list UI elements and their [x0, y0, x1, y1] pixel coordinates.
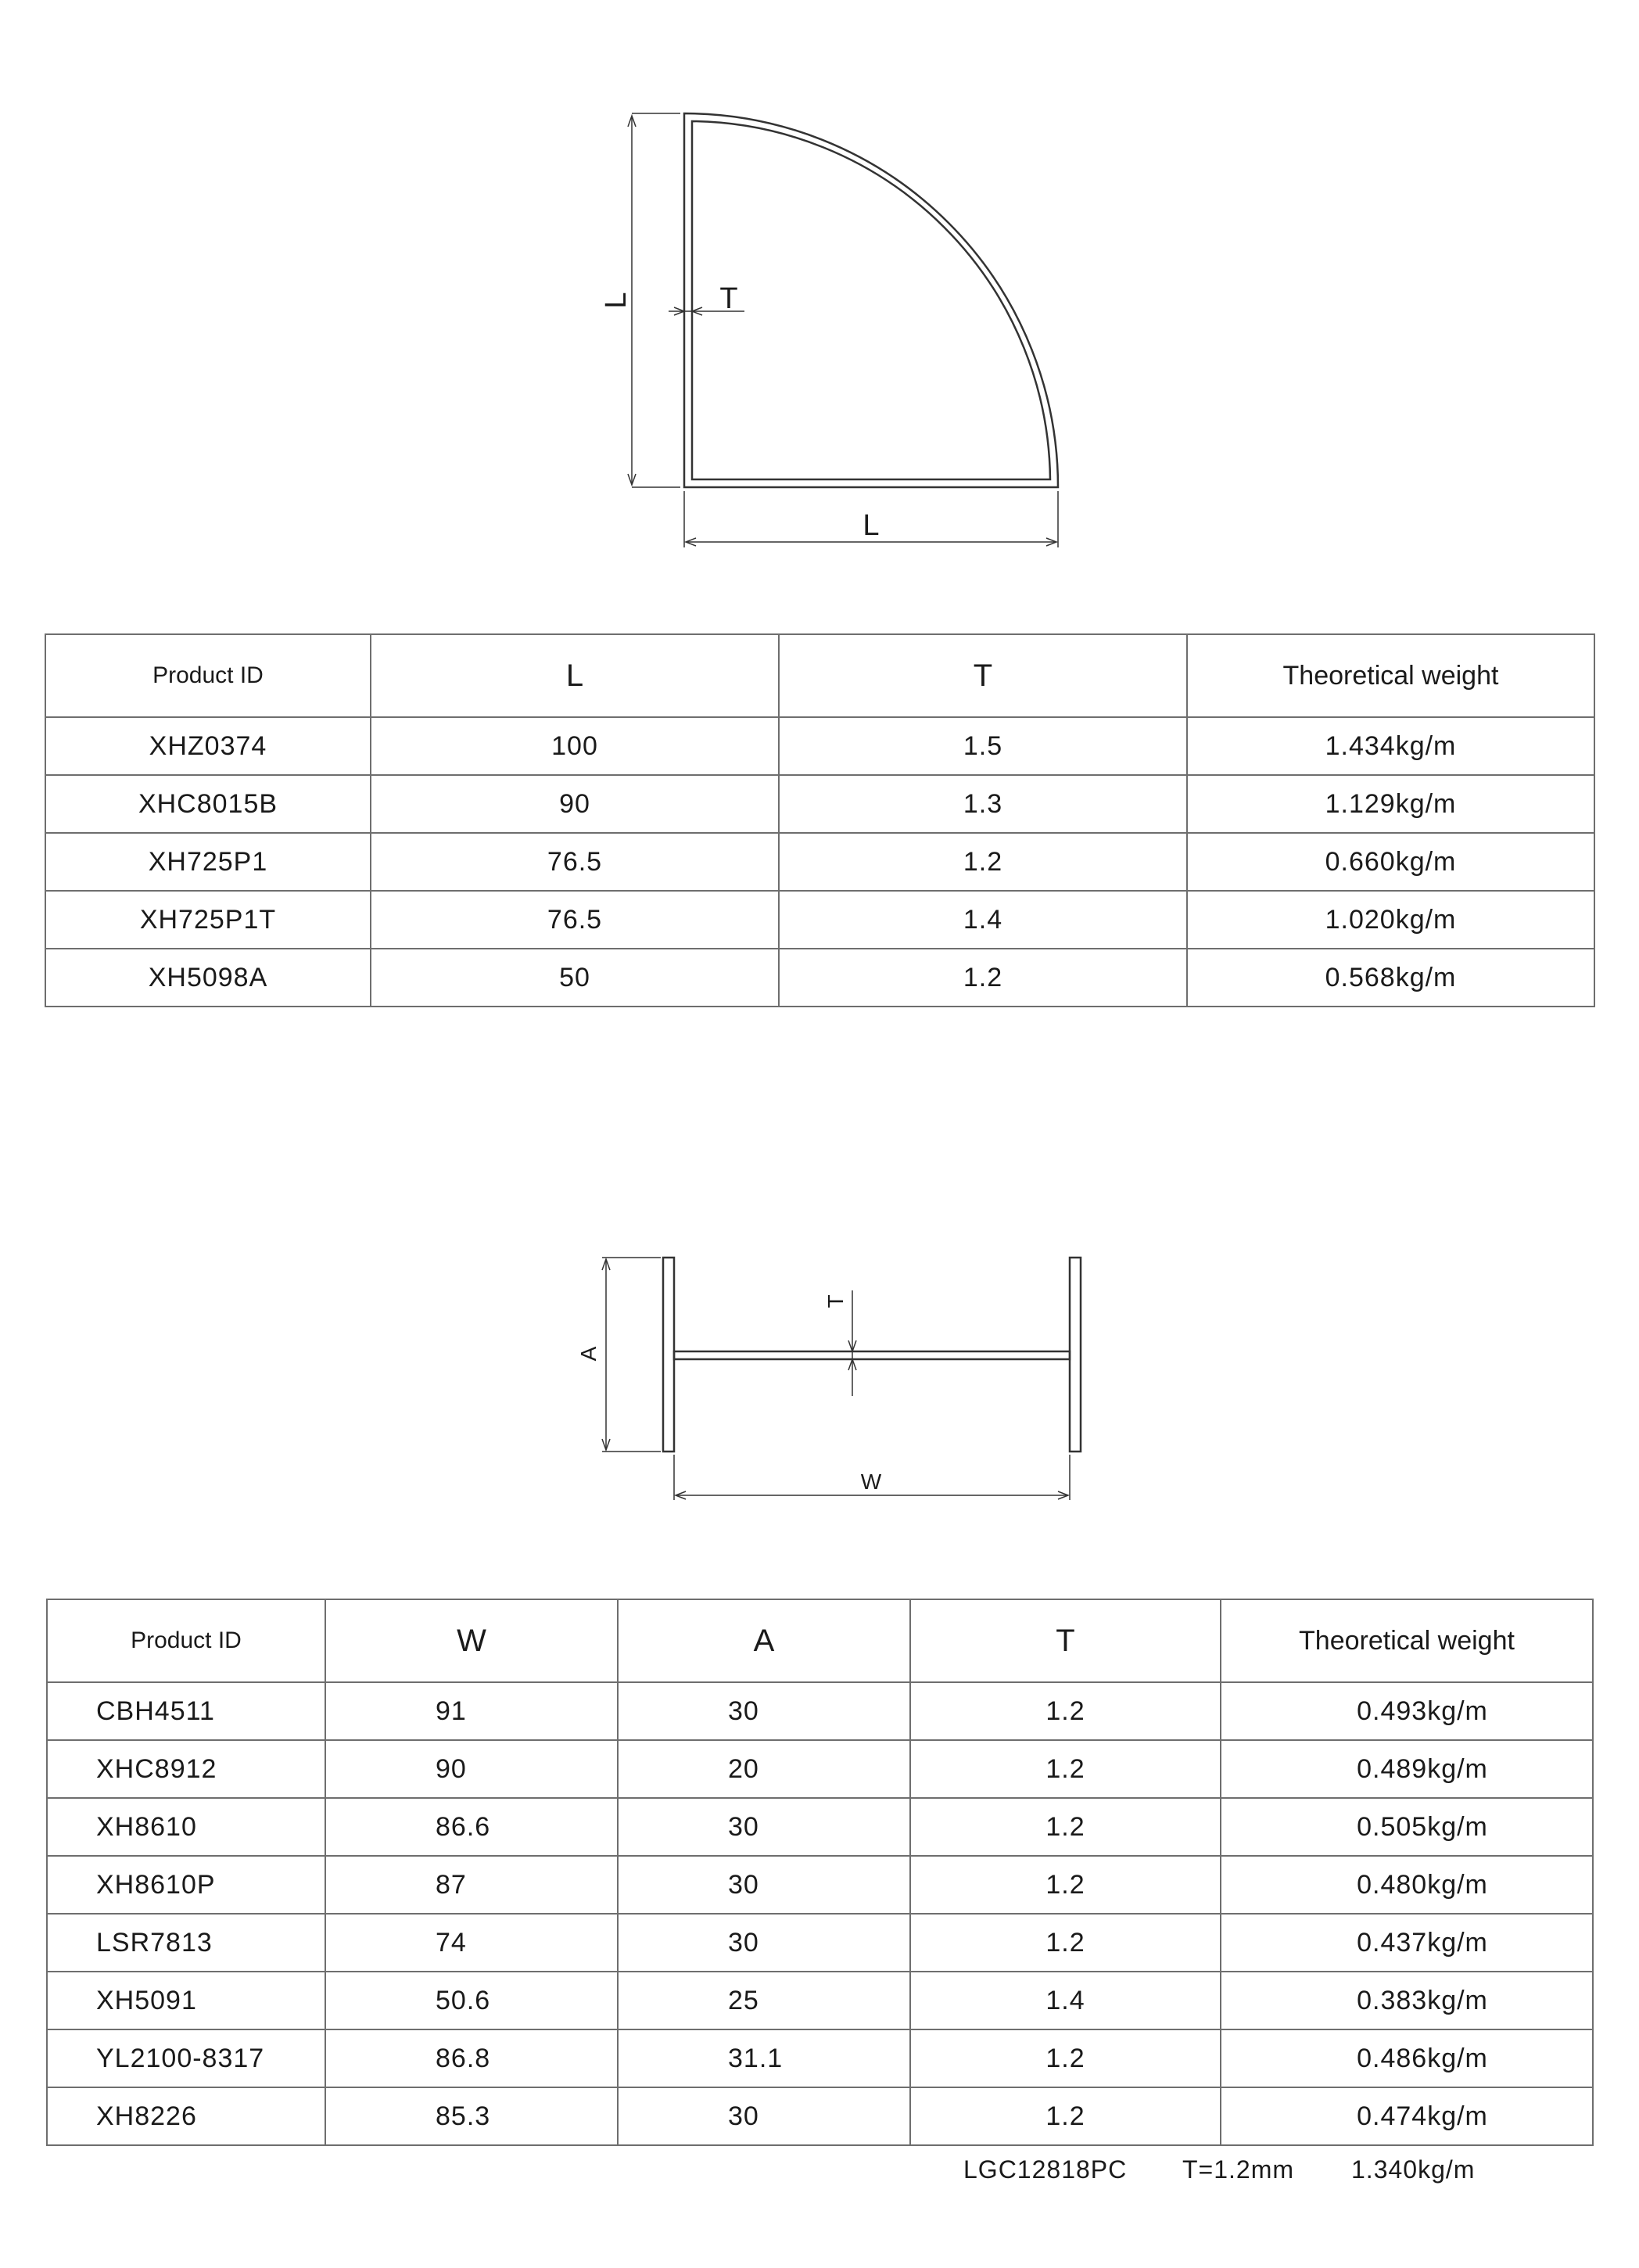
cell-product-id: CBH4511	[47, 1682, 325, 1740]
cell-L: 50	[371, 949, 779, 1007]
cell-weight: 1.020kg/m	[1187, 891, 1594, 949]
header-product-id: Product ID	[47, 1599, 325, 1682]
table-header-row	[45, 634, 1594, 717]
h-left-flange	[663, 1258, 674, 1452]
cell-T: 1.2	[910, 1682, 1221, 1740]
cell-A: 30	[618, 1914, 910, 1972]
cell-A: 25	[618, 1972, 910, 2029]
label-L-vertical: L	[600, 292, 633, 309]
cell-L: 76.5	[371, 833, 779, 891]
cell-weight: 0.568kg/m	[1187, 949, 1594, 1007]
cell-weight: 0.493kg/m	[1221, 1682, 1593, 1740]
cell-T: 1.2	[910, 2029, 1221, 2087]
header-T: T	[779, 634, 1187, 717]
cell-weight: 0.474kg/m	[1221, 2087, 1593, 2145]
header-T: T	[910, 1599, 1221, 1682]
cell-T: 1.2	[910, 1914, 1221, 1972]
cell-weight: 0.505kg/m	[1221, 1798, 1593, 1856]
cell-T: 1.5	[779, 717, 1187, 775]
table-row	[47, 2029, 1593, 2087]
cell-W: 91	[325, 1682, 618, 1740]
label-A: A	[576, 1346, 601, 1362]
cell-W: 85.3	[325, 2087, 618, 2145]
header-W: W	[325, 1599, 618, 1682]
cell-weight: 0.660kg/m	[1187, 833, 1594, 891]
cell-product-id: XH5091	[47, 1972, 325, 2029]
quarter-round-spec-table	[45, 633, 1595, 1007]
cell-weight: 0.486kg/m	[1221, 2029, 1593, 2087]
h-profile-diagram	[602, 1258, 1081, 1500]
table-header-row	[47, 1599, 1593, 1682]
cell-product-id: XH5098A	[45, 949, 371, 1007]
cell-A: 30	[618, 1856, 910, 1914]
table-row	[47, 2087, 1593, 2145]
quarter-round-inner-outline	[692, 121, 1050, 479]
table-row	[45, 833, 1594, 891]
cell-T: 1.2	[910, 1740, 1221, 1798]
cell-W: 90	[325, 1740, 618, 1798]
cell-product-id: XHC8912	[47, 1740, 325, 1798]
cell-product-id: XH8610P	[47, 1856, 325, 1914]
label-T-h-profile: T	[823, 1294, 848, 1308]
cell-W: 87	[325, 1856, 618, 1914]
cell-product-id: XH8610	[47, 1798, 325, 1856]
table-row	[45, 717, 1594, 775]
footer-note-product: LGC12818PC	[963, 2155, 1128, 2184]
table-row	[47, 1972, 1593, 2029]
cell-T: 1.4	[910, 1972, 1221, 2029]
footer-note-thickness: T=1.2mm	[1182, 2155, 1295, 2184]
cell-weight: 0.437kg/m	[1221, 1914, 1593, 1972]
cell-W: 86.8	[325, 2029, 618, 2087]
cell-T: 1.2	[779, 833, 1187, 891]
cell-weight: 0.489kg/m	[1221, 1740, 1593, 1798]
cell-L: 90	[371, 775, 779, 833]
cell-product-id: XH725P1T	[45, 891, 371, 949]
cell-T: 1.2	[910, 2087, 1221, 2145]
h-profile-spec-table	[46, 1599, 1594, 2146]
header-theoretical-weight: Theoretical weight	[1221, 1599, 1593, 1682]
cell-product-id: XHZ0374	[45, 717, 371, 775]
label-W: W	[860, 1470, 882, 1494]
cell-product-id: LSR7813	[47, 1914, 325, 1972]
table-row	[45, 775, 1594, 833]
cell-T: 1.2	[779, 949, 1187, 1007]
cell-product-id: XH8226	[47, 2087, 325, 2145]
table-row	[45, 891, 1594, 949]
cell-weight: 1.129kg/m	[1187, 775, 1594, 833]
footer-note-weight: 1.340kg/m	[1351, 2155, 1476, 2184]
cell-W: 74	[325, 1914, 618, 1972]
header-L: L	[371, 634, 779, 717]
header-product-id: Product ID	[45, 634, 371, 717]
cell-A: 30	[618, 1682, 910, 1740]
table-row	[45, 949, 1594, 1007]
quarter-round-outer-outline	[684, 113, 1058, 487]
cell-A: 20	[618, 1740, 910, 1798]
cell-weight: 0.383kg/m	[1221, 1972, 1593, 2029]
cell-A: 30	[618, 1798, 910, 1856]
table-row	[47, 1798, 1593, 1856]
cell-product-id: YL2100-8317	[47, 2029, 325, 2087]
table-row	[47, 1856, 1593, 1914]
cell-product-id: XH725P1	[45, 833, 371, 891]
header-A: A	[618, 1599, 910, 1682]
cell-weight: 0.480kg/m	[1221, 1856, 1593, 1914]
cell-L: 76.5	[371, 891, 779, 949]
cell-A: 30	[618, 2087, 910, 2145]
cell-T: 1.3	[779, 775, 1187, 833]
h-web	[674, 1351, 1070, 1359]
quarter-round-profile-diagram	[628, 113, 1058, 547]
cell-W: 86.6	[325, 1798, 618, 1856]
table-row	[47, 1682, 1593, 1740]
cell-T: 1.2	[910, 1798, 1221, 1856]
cell-product-id: XHC8015B	[45, 775, 371, 833]
cell-W: 50.6	[325, 1972, 618, 2029]
cell-weight: 1.434kg/m	[1187, 717, 1594, 775]
h-right-flange	[1070, 1258, 1081, 1452]
cell-A: 31.1	[618, 2029, 910, 2087]
cell-L: 100	[371, 717, 779, 775]
table-row	[47, 1914, 1593, 1972]
header-theoretical-weight: Theoretical weight	[1187, 634, 1594, 717]
label-T-quarter-round: T	[719, 282, 738, 315]
cell-T: 1.4	[779, 891, 1187, 949]
cell-T: 1.2	[910, 1856, 1221, 1914]
table-row	[47, 1740, 1593, 1798]
label-L-horizontal: L	[863, 509, 880, 542]
